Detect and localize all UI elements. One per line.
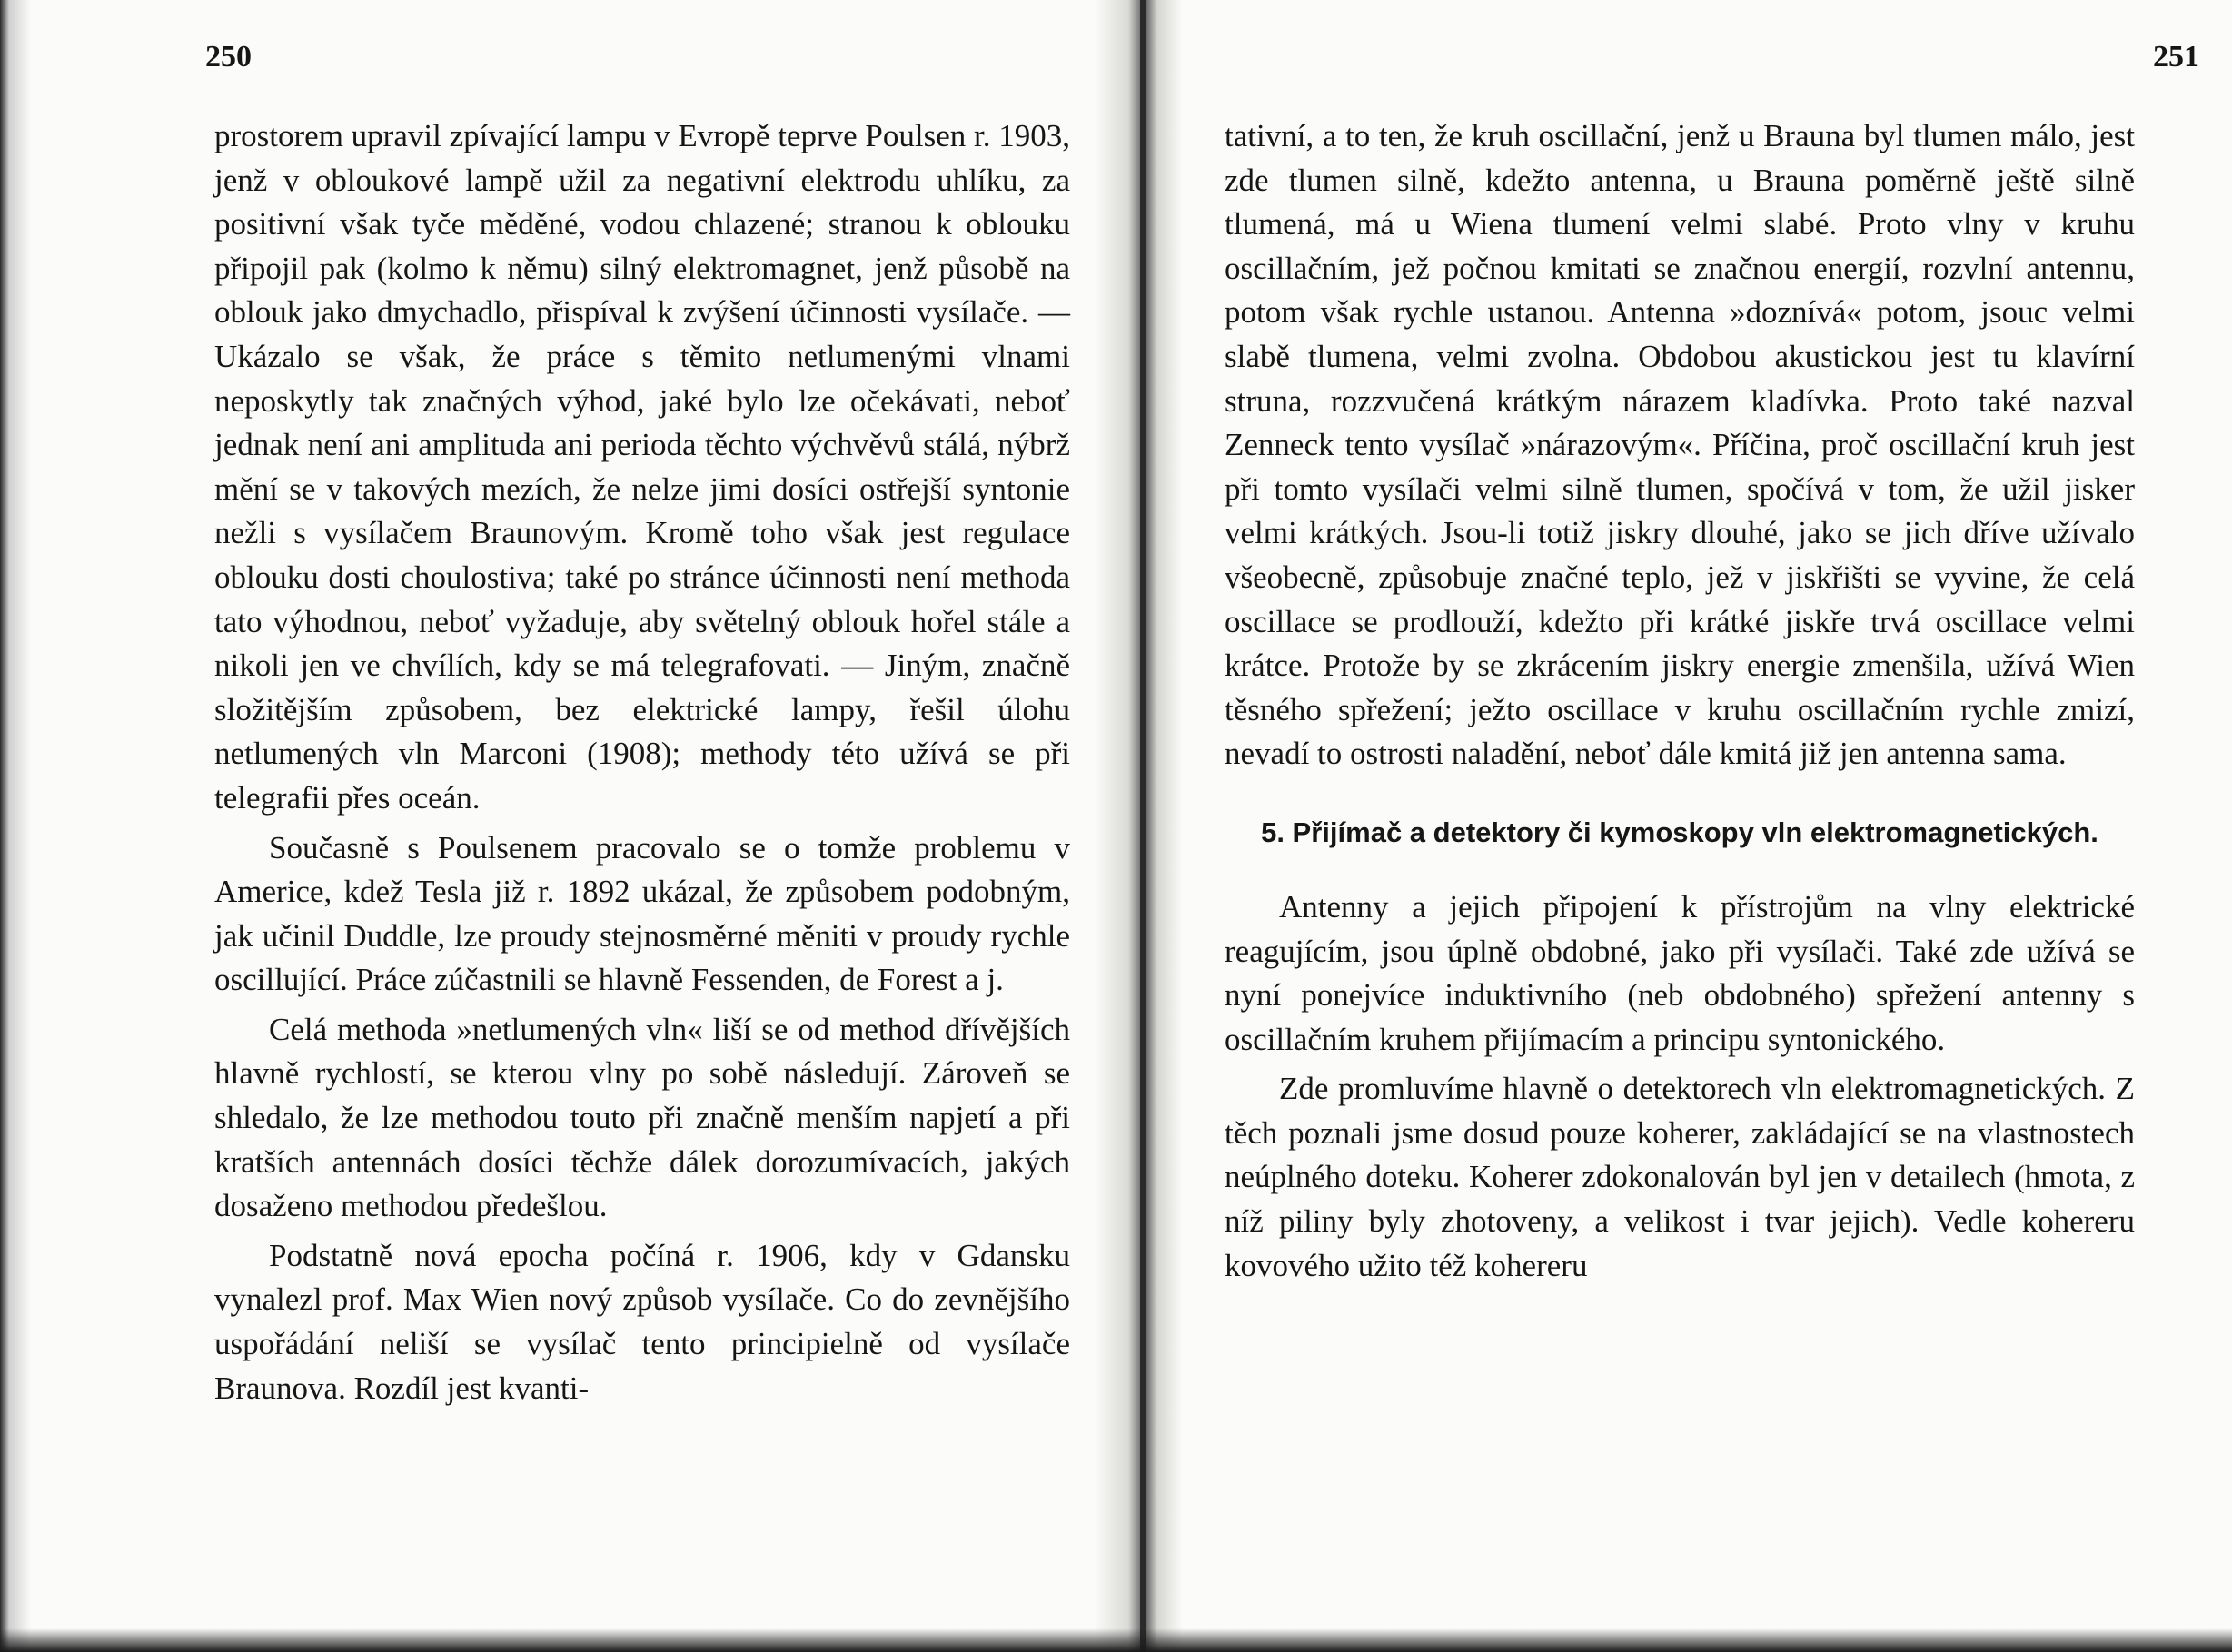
paragraph: prostorem upravil zpívající lampu v Evropě teprve Poulsen r. 1903, jenž v obloukové lampě užil za negativní elektrodu uhlíku, za positivní však tyče měděné, vodou chlazené; stranou k oblouku připojil pak (kolmo k němu) silný elektromagnet, jenž působě na oblouk jako dmychadlo, přispíval k zvýšení účinnosti vysílače. — Ukázalo se však, že práce s těmito netlumenými vlnami neposkytly tak značných výhod, jaké bylo lze očekávati, neboť jednak není ani amplituda ani perioda těchto výchvěvů stálá, nýbrž mění se v takových mezích, že nelze jimi dosíci ostřejší syntonie nežli s vysílačem Braunovým. Kromě toho však jest regulace oblouku dosti choulostiva; také po stránce účinnosti není methoda tato výhodnou, neboť vyžaduje, aby světelný oblouk hořel stále a nikoli jen ve chvílích, kdy se má telegrafovati. — Jiným, značně složitějším způsobem, bez elektrické lampy, řešil úlohu netlumených vln Marconi (1908); methody této užívá se při telegrafii přes oceán. [214, 118, 1070, 816]
paragraph: tativní, a to ten, že kruh oscillační, jenž u Brauna byl tlumen málo, jest zde tlumen silně, kdežto antenna, u Brauna poměrně ještě silně tlumená, má u Wiena tlumení velmi slabé. Proto vlny v kruhu oscillačním, jež počnou kmitati se značnou energií, rozvlní antennu, potom však rychle ustanou. Antenna »doznívá« potom, jsouc velmi slabě tlumena, velmi zvolna. Obdobou akustickou jest tu klavírní struna, rozzvučená krátkým nárazem kladívka. Proto také nazval Zenneck tento vysílač »nárazovým«. Příčina, proč oscillační kruh jest při tomto vysílači velmi silně tlumen, spočívá v tom, že užil jisker velmi krátkých. Jsou-li totiž jiskry dlouhé, jako se jich dříve užívalo všeobecně, způsobuje značné teplo, jež v jiskřišti se vyvine, že celá oscillace se prodlouží, kdežto při krátké jiskře trvá oscillace velmi krátce. Protože by se zkrácením jiskry energie zmenšila, užívá Wien těsného spřežení; ježto oscillace v kruhu oscillačním rychle zmizí, nevadí to ostrosti naladění, neboť dále kmitá již jen antenna sama. [1225, 118, 2135, 772]
paragraph: Zde promluvíme hlavně o detektorech vln elektromagnetických. Z těch poznali jsme dosud pouze koherer, zakládající se na vlastnostech neúplného doteku. Koherer zdokonalován byl jen v detailech (hmota, z níž piliny byly zhotoveny, a velikost i tvar jejich). Vedle kohereru kovového užito též kohereru [1225, 1071, 2135, 1283]
right-page-text [1225, 114, 2135, 1288]
paragraph: Podstatně nová epocha počíná r. 1906, kdy v Gdansku vynalezl prof. Max Wien nový způsob vysílače. Co do zevnějšího uspořádání neliší se vysílač tento principielně od vysílače Braunova. Rozdíl jest kvanti- [214, 1237, 1070, 1406]
paragraph: Antenny a jejich připojení k přístrojům na vlny elektrické reagujícím, jsou úplně obdobné, jako při vysílači. Také zde užívá se nyní ponejvíce induktivního (neb obdobného) spřežení antenny s oscillačním kruhem přijímacím a principu syntonického. [1225, 888, 2135, 1057]
left-page-text [214, 114, 1070, 1410]
paragraph: Současně s Poulsenem pracovalo se o tomže problemu v Americe, kdež Tesla již r. 1892 ukázal, že způsobem podobným, jak učinil Duddle, lze proudy stejnosměrné měniti v proudy rychle oscillující. Práce zúčastnili se hlavně Fessenden, de Forest a j. [214, 829, 1070, 998]
page-bottom-shadow [0, 1628, 2232, 1652]
book-gutter [1140, 0, 1146, 1652]
section-heading: 5. Přijímač a detektory či kymoskopy vln elektromagnetických. [1261, 816, 2098, 848]
page-number-left: 250 [205, 40, 252, 74]
right-page [1146, 0, 2232, 1652]
paragraph: Celá methoda »netlumených vln« liší se od method dřívějších hlavně rychlostí, se kterou vlny po sobě následují. Zároveň se shledalo, že lze methodou touto při značně menším napjetí a při kratších antennách dosíci těchže dálek dorozumívacích, jakých dosaženo methodou předešlou. [214, 1011, 1070, 1224]
page-number-right: 251 [2153, 40, 2199, 74]
